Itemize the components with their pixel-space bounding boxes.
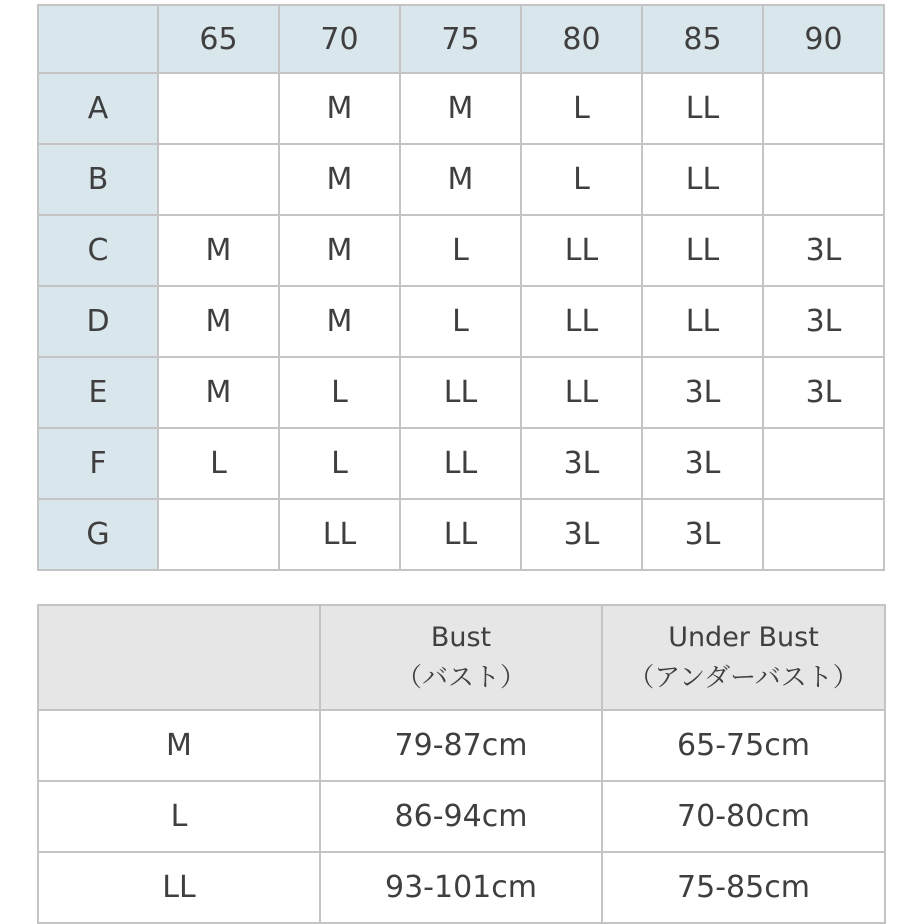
cup-row-header: G	[38, 499, 158, 570]
bust-value: 79-87cm	[320, 710, 602, 781]
size-cell: 3L	[642, 357, 763, 428]
size-cell: M	[279, 144, 400, 215]
cup-row-header: A	[38, 73, 158, 144]
size-cell: 3L	[642, 428, 763, 499]
measurement-header-row	[38, 605, 885, 710]
size-cell: M	[158, 357, 279, 428]
size-cell: LL	[642, 73, 763, 144]
size-cell: L	[400, 286, 521, 357]
table-row	[38, 710, 885, 781]
size-cell: L	[521, 73, 642, 144]
size-cell: 3L	[763, 357, 884, 428]
table-row	[38, 357, 884, 428]
cup-row-header: E	[38, 357, 158, 428]
under-bust-value: 65-75cm	[602, 710, 885, 781]
size-cell: 3L	[521, 499, 642, 570]
size-cell: LL	[642, 215, 763, 286]
underbust-column-header: 70	[279, 5, 400, 73]
size-cell: LL	[521, 215, 642, 286]
size-label: LL	[38, 852, 320, 923]
size-cell: 3L	[763, 215, 884, 286]
size-cell: LL	[642, 144, 763, 215]
table-row	[38, 286, 884, 357]
size-cell: M	[279, 73, 400, 144]
size-cell: L	[521, 144, 642, 215]
table-row	[38, 73, 884, 144]
size-cell: LL	[521, 286, 642, 357]
size-cell: LL	[400, 428, 521, 499]
size-label: M	[38, 710, 320, 781]
bust-value: 93-101cm	[320, 852, 602, 923]
size-matrix-table	[37, 4, 885, 571]
table-row	[38, 215, 884, 286]
measurement-table	[37, 604, 886, 924]
size-cell: LL	[400, 357, 521, 428]
size-label: L	[38, 781, 320, 852]
table-row	[38, 428, 884, 499]
size-cell: LL	[642, 286, 763, 357]
size-cell: L	[158, 428, 279, 499]
size-cell: M	[400, 144, 521, 215]
size-cell	[763, 73, 884, 144]
size-matrix-header-row	[38, 5, 884, 73]
under-bust-header-en: Under Bust	[668, 621, 819, 653]
size-cell	[763, 428, 884, 499]
cup-row-header: B	[38, 144, 158, 215]
cup-row-header: D	[38, 286, 158, 357]
bust-value: 86-94cm	[320, 781, 602, 852]
size-cell: M	[158, 215, 279, 286]
underbust-column-header: 75	[400, 5, 521, 73]
size-cell: M	[279, 286, 400, 357]
size-cell: LL	[279, 499, 400, 570]
corner-cell	[38, 605, 320, 710]
under-bust-value: 75-85cm	[602, 852, 885, 923]
size-cell	[763, 144, 884, 215]
size-cell	[158, 499, 279, 570]
size-cell: LL	[400, 499, 521, 570]
bust-header-jp: （バスト）	[395, 662, 526, 693]
under-bust-column-header	[602, 605, 885, 710]
underbust-column-header: 90	[763, 5, 884, 73]
bust-header-en: Bust	[430, 621, 492, 653]
size-cell: 3L	[763, 286, 884, 357]
size-cell	[158, 144, 279, 215]
table-row	[38, 499, 884, 570]
table-row	[38, 144, 884, 215]
size-cell: L	[400, 215, 521, 286]
table-row	[38, 781, 885, 852]
size-cell: L	[279, 357, 400, 428]
size-cell	[763, 499, 884, 570]
bust-column-header	[320, 605, 602, 710]
size-cell: 3L	[642, 499, 763, 570]
size-cell: LL	[521, 357, 642, 428]
underbust-column-header: 65	[158, 5, 279, 73]
underbust-column-header: 80	[521, 5, 642, 73]
size-cell: L	[279, 428, 400, 499]
underbust-column-header: 85	[642, 5, 763, 73]
table-row	[38, 852, 885, 923]
size-cell: M	[158, 286, 279, 357]
corner-cell	[38, 5, 158, 73]
size-cell: M	[279, 215, 400, 286]
cup-row-header: F	[38, 428, 158, 499]
size-cell	[158, 73, 279, 144]
size-cell: 3L	[521, 428, 642, 499]
size-cell: M	[400, 73, 521, 144]
under-bust-value: 70-80cm	[602, 781, 885, 852]
cup-row-header: C	[38, 215, 158, 286]
under-bust-header-jp: （アンダーバスト）	[628, 662, 859, 693]
